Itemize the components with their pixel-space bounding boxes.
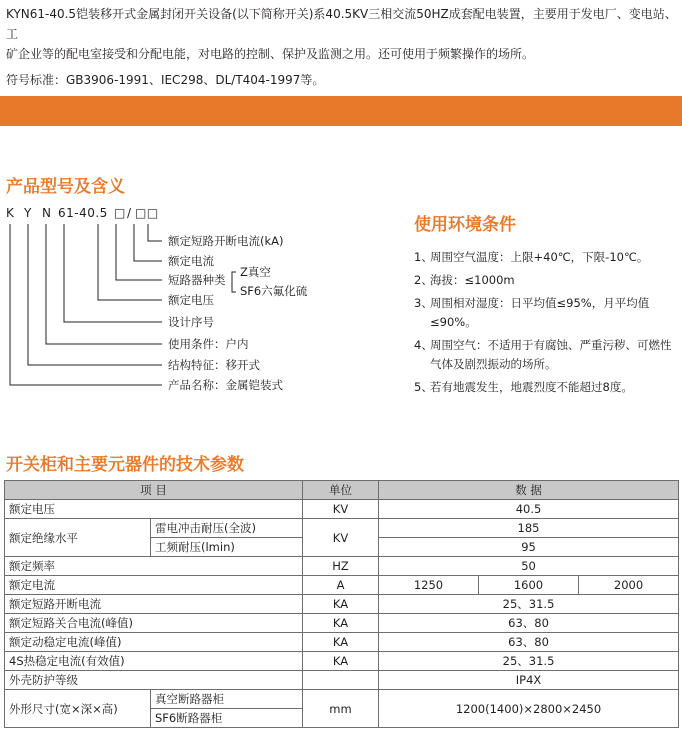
row-item: 额定电压 bbox=[5, 500, 303, 519]
label-rated-current: 额定电流 bbox=[168, 254, 214, 268]
label-design-no: 设计序号 bbox=[168, 315, 214, 329]
row-value: 50 bbox=[379, 557, 679, 576]
env-item-number: 4、 bbox=[414, 338, 433, 352]
header-unit: 单位 bbox=[303, 481, 379, 500]
row-value: 1200(1400)×2800×2450 bbox=[379, 690, 679, 728]
label-structure: 结构特征：移开式 bbox=[168, 358, 260, 372]
table-row bbox=[5, 557, 679, 576]
spec-table-title: 开关柜和主要元器件的技术参数 bbox=[6, 455, 244, 475]
label-product-name: 产品名称：金属铠装式 bbox=[168, 378, 283, 392]
intro-line-1: KYN61-40.5铠装移开式金属封闭开关设备(以下简称开关)系40.5KV三相交流50HZ成套配电装置，主要用于发电厂、变电站、工 bbox=[6, 7, 677, 41]
row-value: 2000 bbox=[579, 576, 679, 595]
env-item-text: 周围相对湿度：日平均值≤95%，月平均值≤90%。 bbox=[430, 296, 650, 329]
env-item bbox=[414, 271, 676, 290]
label-breaking-current: 额定短路开断电流(kA) bbox=[168, 234, 284, 248]
row-item: 额定短路关合电流(峰值) bbox=[5, 614, 303, 633]
env-item bbox=[414, 336, 676, 374]
env-item-text: 周围空气温度：上限+40℃，下限-10℃。 bbox=[430, 250, 649, 264]
header-data: 数 据 bbox=[379, 481, 679, 500]
row-value: 25、31.5 bbox=[379, 595, 679, 614]
label-breaker-type: 短路器种类 bbox=[168, 273, 226, 287]
table-row bbox=[5, 614, 679, 633]
row-value: 95 bbox=[379, 538, 679, 557]
env-item bbox=[414, 378, 676, 397]
label-usage: 使用条件：户内 bbox=[168, 337, 249, 351]
row-item: 外壳防护等级 bbox=[5, 671, 303, 690]
row-value: IP4X bbox=[379, 671, 679, 690]
table-row bbox=[5, 652, 679, 671]
env-item-text: 周围空气：不适用于有腐蚀、严重污秽、可燃性气体及剧烈振动的场所。 bbox=[430, 338, 672, 371]
row-value: 63、80 bbox=[379, 614, 679, 633]
row-item: 额定绝缘水平 bbox=[5, 519, 151, 557]
row-subitem: 雷电冲击耐压(全波) bbox=[151, 519, 303, 538]
table-row bbox=[5, 576, 679, 595]
intro-text bbox=[6, 4, 678, 90]
row-unit: HZ bbox=[303, 557, 379, 576]
table-header-row bbox=[5, 481, 679, 500]
table-row bbox=[5, 633, 679, 652]
env-item-number: 3、 bbox=[414, 296, 433, 310]
table-row bbox=[5, 595, 679, 614]
row-value: 1600 bbox=[479, 576, 579, 595]
row-value: 63、80 bbox=[379, 633, 679, 652]
code-box-1: □ bbox=[114, 206, 126, 220]
env-item-text: 若有地震发生，地震烈度不能超过8度。 bbox=[430, 380, 633, 394]
label-rated-voltage: 额定电压 bbox=[168, 293, 214, 307]
row-unit bbox=[303, 671, 379, 690]
code-n: N bbox=[42, 206, 52, 220]
table-row bbox=[5, 500, 679, 519]
model-code-diagram bbox=[0, 200, 370, 400]
model-code bbox=[6, 206, 159, 220]
intro-line-2: 矿企业等的配电室接受和分配电能，对电路的控制、保护及监测之用。还可使用于频繁操作的场所。 bbox=[6, 47, 535, 61]
model-section-title: 产品型号及含义 bbox=[6, 177, 125, 197]
row-unit: KA bbox=[303, 652, 379, 671]
env-item-text: 海拔：≤1000m bbox=[430, 273, 515, 287]
intro-line-3: 符号标准：GB3906-1991、IEC298、DL/T404-1997等。 bbox=[6, 73, 325, 87]
orange-divider-band bbox=[0, 96, 682, 126]
row-unit: KV bbox=[303, 500, 379, 519]
code-slash: / bbox=[127, 206, 132, 220]
row-item: 额定短路开断电流 bbox=[5, 595, 303, 614]
row-value: 40.5 bbox=[379, 500, 679, 519]
row-item: 4S热稳定电流(有效值) bbox=[5, 652, 303, 671]
env-conditions-list bbox=[414, 248, 676, 401]
row-value: 1250 bbox=[379, 576, 479, 595]
row-item: 额定动稳定电流(峰值) bbox=[5, 633, 303, 652]
row-value: 25、31.5 bbox=[379, 652, 679, 671]
table-row bbox=[5, 671, 679, 690]
row-item: 外形尺寸(宽×深×高) bbox=[5, 690, 151, 728]
row-unit: mm bbox=[303, 690, 379, 728]
row-unit: A bbox=[303, 576, 379, 595]
row-unit: KA bbox=[303, 595, 379, 614]
label-sf6: SF6六氟化硫 bbox=[240, 284, 308, 298]
row-item: 额定电流 bbox=[5, 576, 303, 595]
table-row bbox=[5, 690, 679, 709]
env-item-number: 5、 bbox=[414, 380, 433, 394]
header-item: 项 目 bbox=[5, 481, 303, 500]
env-item-number: 2、 bbox=[414, 273, 433, 287]
env-item bbox=[414, 294, 676, 332]
row-value: 185 bbox=[379, 519, 679, 538]
env-item bbox=[414, 248, 676, 267]
row-unit: KV bbox=[303, 519, 379, 557]
code-y: Y bbox=[24, 206, 32, 220]
row-subitem: 真空断路器柜 bbox=[151, 690, 303, 709]
table-row bbox=[5, 519, 679, 538]
env-item-number: 1、 bbox=[414, 250, 433, 264]
label-z-vacuum: Z真空 bbox=[240, 265, 271, 279]
code-box-2: □□ bbox=[135, 206, 159, 220]
row-unit: KA bbox=[303, 633, 379, 652]
row-subitem: SF6断路器柜 bbox=[151, 709, 303, 728]
row-subitem: 工频耐压(lmin) bbox=[151, 538, 303, 557]
env-section-title: 使用环境条件 bbox=[414, 215, 516, 235]
spec-table bbox=[4, 480, 679, 728]
code-k: K bbox=[6, 206, 15, 220]
code-series: 61-40.5 bbox=[58, 206, 108, 220]
row-item: 额定频率 bbox=[5, 557, 303, 576]
row-unit: KA bbox=[303, 614, 379, 633]
